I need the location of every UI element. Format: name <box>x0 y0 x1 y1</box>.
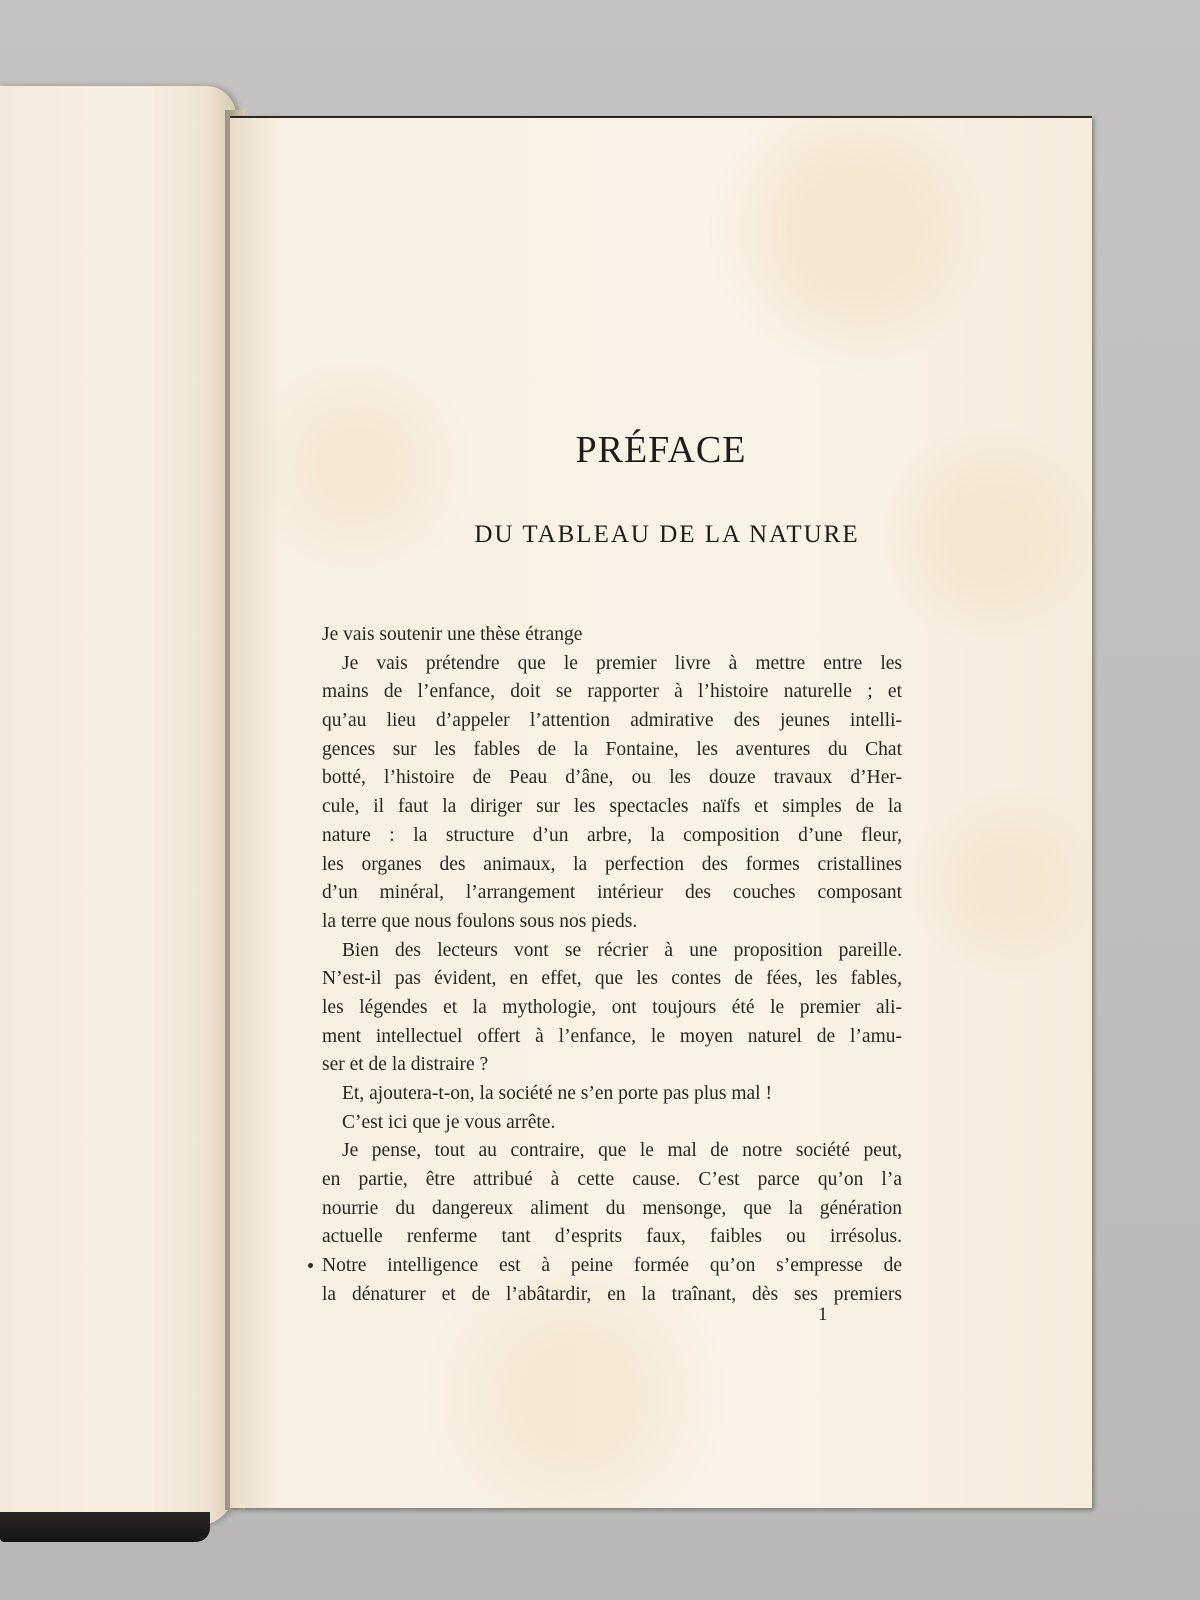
page-title: PRÉFACE <box>575 429 747 471</box>
text-line: Et, ajoutera-t-on, la société ne s’en porte pas plus mal ! <box>342 1083 772 1104</box>
text-line: actuelle renferme tant d’esprits faux, faibles ou irrésolus. <box>322 1226 902 1248</box>
text-line: ser et de la distraire ? <box>322 1054 489 1076</box>
text-line: Je vais soutenir une thèse étrange <box>322 624 583 645</box>
text-line: nature : la structure d’un arbre, la composition d’une fleur, <box>322 824 902 846</box>
text-line: Notre intelligence est à peine formée qu’on s’empresse de <box>322 1255 902 1277</box>
text-line: la terre que nous foulons sous nos pieds. <box>322 910 638 932</box>
body-text <box>322 621 902 1310</box>
text-line: N’est-il pas évident, en effet, que les contes de fées, les fables, <box>322 968 902 990</box>
text-line: gences sur les fables de la Fontaine, les aventures du Chat <box>322 738 902 760</box>
text-line: les légendes et la mythologie, ont toujours été le premier ali- <box>322 996 902 1018</box>
text-line: la dénaturer et de l’abâtardir, en la traînant, dès ses premiers <box>322 1283 902 1305</box>
text-line: en partie, être attribué à cette cause. C’est parce qu’on l’a <box>322 1169 902 1191</box>
text-line: mains de l’enfance, doit se rapporter à l’histoire naturelle ; et <box>322 681 902 703</box>
book-cover-bottom-edge <box>0 1512 210 1542</box>
text-line: Je vais prétendre que le premier livre à mettre entre les <box>342 652 902 674</box>
ink-mark <box>308 1263 313 1268</box>
left-page <box>0 86 236 1526</box>
right-page <box>230 116 1092 1508</box>
text-line: Bien des lecteurs vont se récrier à une proposition pareille. <box>342 939 902 961</box>
text-line: cule, il faut la diriger sur les spectacles naïfs et simples de la <box>322 796 902 818</box>
text-line: les organes des animaux, la perfection des formes cristallines <box>322 853 902 875</box>
page-subtitle: DU TABLEAU DE LA NATURE <box>474 521 860 548</box>
text-line: qu’au lieu d’appeler l’attention admirative des jeunes intelli- <box>322 710 902 732</box>
text-line: C’est ici que je vous arrête. <box>342 1111 556 1133</box>
text-line: ment intellectuel offert à l’enfance, le moyen naturel de l’amu- <box>322 1025 902 1047</box>
text-line: botté, l’histoire de Peau d’âne, ou les douze travaux d’Her- <box>322 767 902 789</box>
page-number: 1 <box>818 1304 828 1325</box>
text-line: Je pense, tout au contraire, que le mal de notre société peut, <box>342 1140 902 1162</box>
text-line: d’un minéral, l’arrangement intérieur des couches composant <box>322 882 902 904</box>
text-line: nourrie du dangereux aliment du mensonge, que la génération <box>322 1197 902 1219</box>
